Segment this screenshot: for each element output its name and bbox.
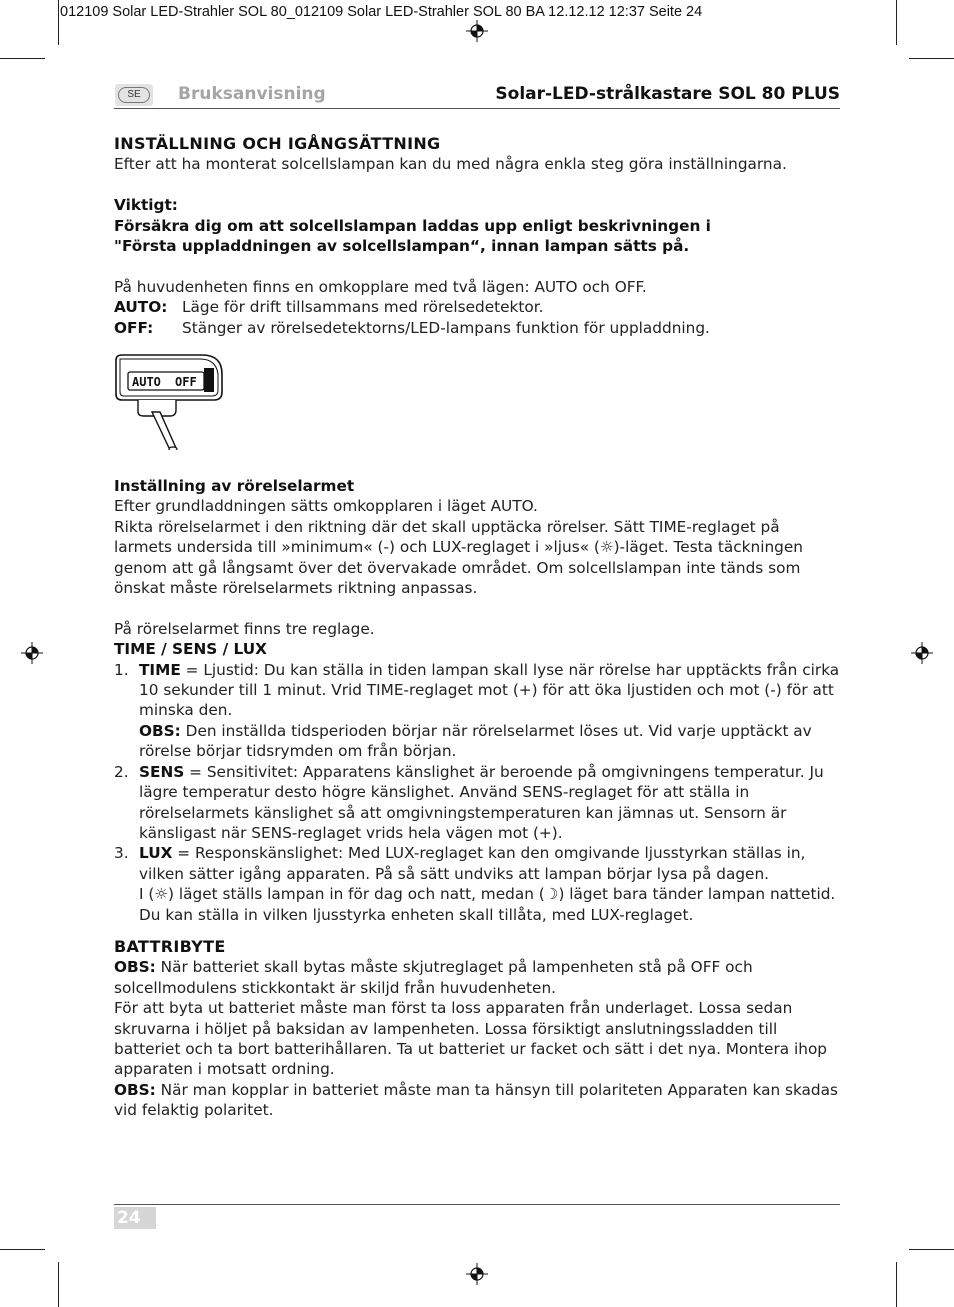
switch-intro: På huvudenheten finns en omkopplare med två lägen: AUTO och OFF.: [114, 277, 647, 296]
registration-mark-right: [911, 642, 933, 664]
svg-text:AUTO: AUTO: [132, 375, 161, 390]
svg-text:OFF: OFF: [175, 375, 197, 390]
setup-intro: Efter att ha monterat solcellslampan kan du med några enkla steg göra inställningarna.: [114, 155, 787, 174]
motion-p1: Efter grundladdningen sätts omkopplaren i läget AUTO.: [114, 497, 538, 516]
important-line-2: "Första uppladdningen av solcellslampan“, innan lampan sätts på.: [114, 237, 690, 256]
list-item-lux: 3. LUX = Responskänslighet: Med LUX-reglaget kan den omgivande ljusstyrkan ställas in, vilken sätter igång apparaten. På så sätt undviks att lampan börjar lysa på dagen. I (☼) läget ställs lampan in för dag och natt, medan (☽) läget bara tänder lampan nattetid. Du kan ställa in vilken ljusstyrka enheten skall tillåta, med LUX-reglaget.: [114, 844, 836, 924]
battery-p1: För att byta ut batteriet måste man först ta loss apparaten från underlaget. Lossa sedan skruvarna i höljet på baksidan av lampenheten. Lossa försiktigt anslutningssladden till batteriet och ta bort batterihållaren. Ta ut batteriet ur facket och sätt i det nya. Montera ihop apparaten i motsatt ordning.: [114, 999, 828, 1079]
important-label: Viktigt:: [114, 196, 178, 215]
auto-row: AUTO: Läge för drift tillsammans med rörelsedetektor.: [114, 298, 544, 317]
list-item-time: 1. TIME = Ljustid: Du kan ställa in tiden lampan skall lyse när rörelse har upptäckts från cirka 10 sekunder till 1 minut. Vrid TIME-reglaget mot (+) för att öka ljustiden och mot (-) för att minska den. OBS: Den inställda tidsperioden börjar när rörelselarmet löses ut. Vid varje upptäckt av rörelse börjar tidsrymden om från början.: [114, 660, 840, 761]
important-line-1: Försäkra dig om att solcellslampan laddas upp enligt beskrivningen i: [114, 216, 711, 235]
controls-heading: TIME / SENS / LUX: [114, 640, 267, 659]
section-title: Bruksanvisning: [178, 84, 326, 104]
registration-mark-top: [466, 20, 488, 42]
battery-heading: BATTRIBYTE: [114, 936, 226, 956]
language-badge: SE: [115, 84, 153, 106]
switch-illustration: [114, 342, 842, 468]
off-row: OFF: Stänger av rörelsedetektorns/LED-lampans funktion för uppladdning.: [114, 318, 710, 337]
page-content: INSTÄLLNING OCH IGÅNGSÄTTNING Efter att ha monterat solcellslampan kan du med några enkla steg göra inställningarna. Viktigt: Försäkra dig om att solcellslampan laddas upp enligt beskrivningen i "Första uppladdningen av solcellslampan“, innan lampan sätts på. På huvudenheten finns en omkopplare med två lägen: AUTO och OFF. AUTO: Läge för drift tillsammans med rörelsedetektor. OFF: Stänger av rörelsedetektorns/LED-lampans funktion för uppladdning. AUTO OFF Inställning av rörelselarmet Efter grundladdningen sätts omkopplaren i läget AUTO. Rikta rörelselarmet i den riktning där det skall upptäcka rörelser. Sätt TIME-reglaget på larmets undersida till »minimum« (-) och LUX-reglaget i »ljus« (☼)-läget. Testa täckningen genom att gå långsamt över det övervakade området. Om solcellslampan inte tänds som önskat måste rörelselarmets riktning anpassas. På rörelselarmet finns tre reglage. TIME / SENS / LUX 1. TIME = Ljustid: Du kan ställa in tiden lampan skall lyse när rörelse har upptäckts från cirka 10 sekunder till 1 minut. Vrid TIME-reglaget mot (+) för att öka ljustiden och mot (-) för att minska den. OBS: Den inställda tidsperioden börjar när rörelselarmet löses ut. Vid varje upptäckt av rörelse börjar tidsrymden om från början. 2. SENS = Sensitivitet: Apparatens känslighet är beroende på omgivningens temperatur. Ju lägre temperatur desto högre känslighet. Använd SENS-reglaget för att ställa in rörelselarmets känslighet så att omgivningstemperaturen kan jämnas ut. Sensorn är känsligast när SENS-reglaget vrids hela vägen mot (+). 3. LUX = Responskänslighet: Med LUX-reglaget kan den omgivande ljusstyrkan ställas in, vilken sätter igång apparaten. På så sätt undviks att lampan börjar lysa på dagen. I (☼) läget ställs lampan in för dag och natt, medan (☽) läget bara tänder lampan nattetid. Du kan ställa in vilken ljusstyrka enheten skall tillåta, med LUX-reglaget. BATTRIBYTE OBS: När batteriet skall bytas måste skjutreglaget på lampenheten stå på OFF och solcellmodulens stickkontakt är skiljd från huvudenheten. För att byta ut batteriet måste man först ta loss apparaten från underlaget. Lossa sedan skruvarna i höljet på baksidan av lampenheten. Lossa försiktigt anslutningssladden till batteriet och ta bort batterihållaren. Ta ut batteriet ur facket och sätt i det nya. Montera ihop apparaten i motsatt ordning. OBS: När man kopplar in batteriet måste man ta hänsyn till polariteten Apparaten kan skadas vid felaktig polaritet.: [114, 134, 842, 1121]
registration-mark-left: [21, 642, 43, 664]
print-slug: 012109 Solar LED-Strahler SOL 80_012109 Solar LED-Strahler SOL 80 BA 12.12.12 12:37 Seite 24: [60, 4, 703, 20]
footer-rule: [114, 1204, 840, 1205]
motion-p3: På rörelselarmet finns tre reglage.: [114, 619, 375, 638]
setup-heading: INSTÄLLNING OCH IGÅNGSÄTTNING: [114, 134, 441, 153]
list-item-sens: 2. SENS = Sensitivitet: Apparatens känslighet är beroende på omgivningens temperatur. Ju lägre temperatur desto högre känslighet. Använd SENS-reglaget för att ställa in rörelselarmets känslighet så att omgivningstemperaturen kan jämnas ut. Sensorn är känsligast när SENS-reglaget vrids hela vägen mot (+).: [114, 762, 824, 842]
registration-mark-bottom: [466, 1263, 488, 1285]
motion-heading: Inställning av rörelselarmet: [114, 477, 355, 496]
product-title: Solar-LED-strålkastare SOL 80 PLUS: [495, 84, 840, 104]
motion-p2: Rikta rörelselarmet i den riktning där det skall upptäcka rörelser. Sätt TIME-reglaget på larmets undersida till »minimum« (-) och LUX-reglaget i »ljus« (☼)-läget. Testa täckningen genom att gå långsamt över det övervakade området. Om solcellslampan inte tänds som önskat måste rörelselarmets riktning anpassas.: [114, 517, 804, 598]
header-rule: [114, 108, 840, 109]
page-number: 24: [114, 1207, 156, 1229]
